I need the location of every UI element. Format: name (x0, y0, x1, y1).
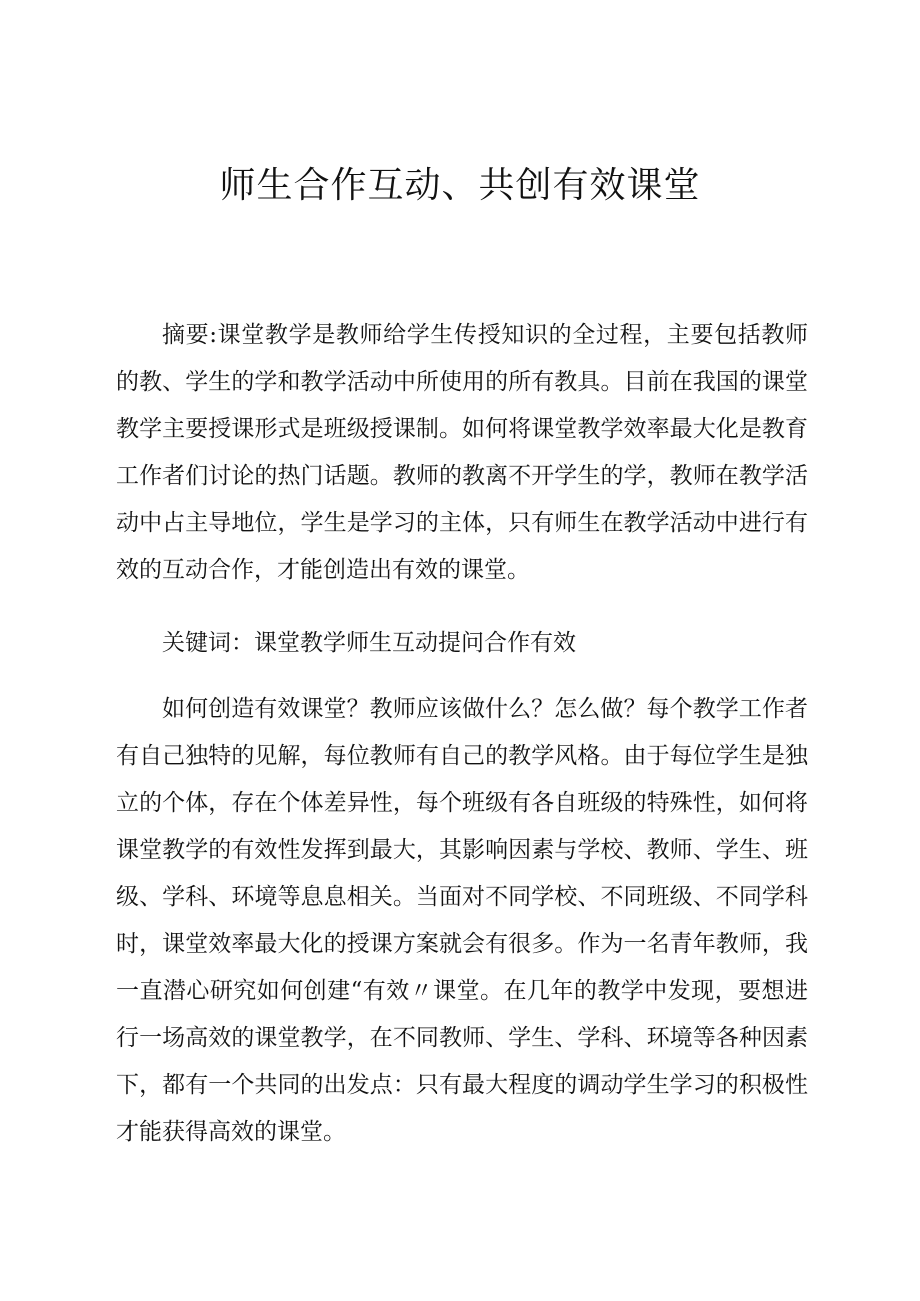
body-paragraph: 如何创造有效课堂？教师应该做什么？怎么做？每个教学工作者有自己独特的见解，每位教师有自己的教学风格。由于每位学生是独立的个体，存在个体差异性，每个班级有各自班级的特殊性，如何将课堂教学的有效性发挥到最大，其影响因素与学校、教师、学生、班级、学科、环境等息息相关。当面对不同学校、不同班级、不同学科时，课堂效率最大化的授课方案就会有很多。作为一名青年教师，我一直潜心研究如何创建“有效〃课堂。在几年的教学中发现，要想进行一场高效的课堂教学，在不同教师、学生、学科、环境等各种因素下，都有一个共同的出发点：只有最大程度的调动学生学习的积极性才能获得高效的课堂。 (116, 696, 808, 1145)
document-title: 师生合作互动、共创有效课堂 (219, 165, 701, 206)
keywords-line: 关键词：课堂教学师生互动提问合作有效 (162, 630, 576, 656)
abstract-paragraph: 摘要:课堂教学是教师给学生传授知识的全过程，主要包括教师的教、学生的学和教学活动中所使用的所有教具。目前在我国的课堂教学主要授课形式是班级授课制。如何将课堂教学效率最大化是教育工作者们讨论的热门话题。教师的教离不开学生的学，教师在教学活动中占主导地位，学生是学习的主体，只有师生在教学活动中进行有效的互动合作，才能创造出有效的课堂。 (116, 322, 808, 583)
